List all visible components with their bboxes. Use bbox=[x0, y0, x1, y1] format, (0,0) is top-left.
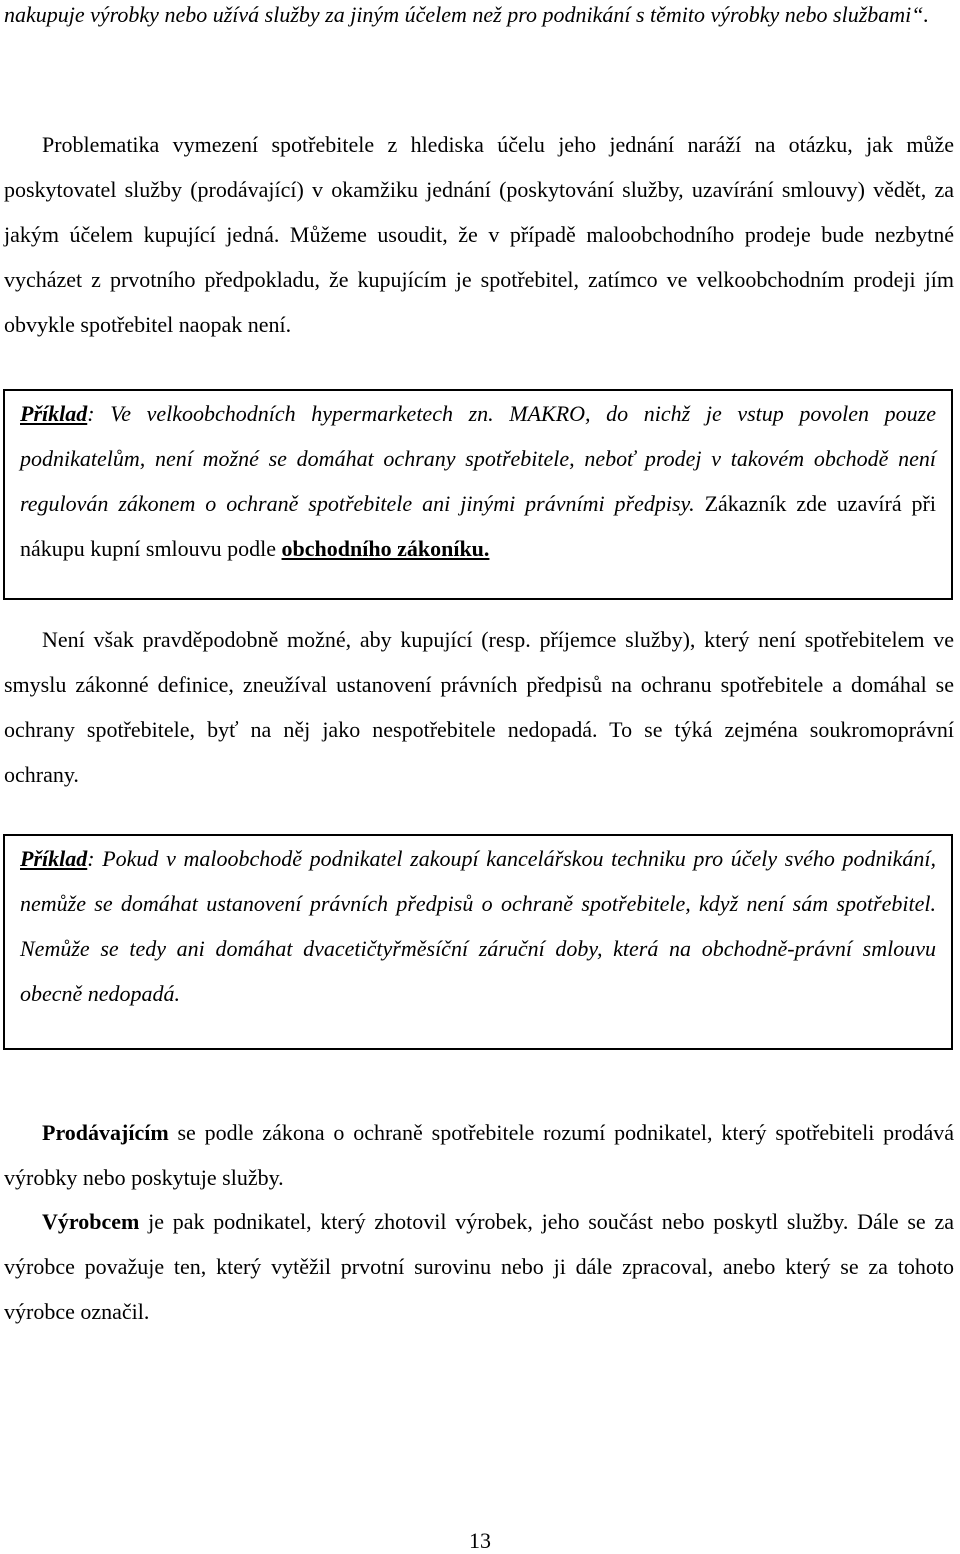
example-office-text bbox=[20, 836, 936, 1016]
example-label: Příklad bbox=[20, 401, 88, 426]
producer-definition-text: je pak podnikatel, který zhotovil výrobek, jeho součást nebo poskytl služby. Dále se za výrobce považuje ten, který vytěžil prvotní surovinu nebo ji dále zpracoval, anebo který se za tohoto výrobce označil. bbox=[4, 1209, 954, 1324]
example-label-sep: : bbox=[87, 401, 111, 426]
example-makro-emphasis: obchodního zákoníku. bbox=[281, 536, 490, 561]
example-makro-text bbox=[20, 391, 936, 571]
paragraph-seller-definition bbox=[4, 1110, 954, 1200]
example-makro-body-upright: Zákazník zde uzavírá při nákupu kupní smlouvu podle bbox=[20, 491, 936, 561]
example-makro-body: Ve velkoobchodních hypermarketech zn. MAKRO, do nichž je vstup povolen pouze podnikatelům, není možné se domáhat ochrany spotřebitele, neboť prodej v takovém obchodě není regulován zákonem o ochraně spotřebitele ani jinými právními předpisy. bbox=[20, 401, 936, 516]
paragraph-consumer-purpose bbox=[4, 122, 954, 347]
paragraph-producer-definition bbox=[4, 1199, 954, 1334]
term-seller: Prodávajícím bbox=[42, 1120, 169, 1145]
term-producer: Výrobcem bbox=[42, 1209, 140, 1234]
paragraph-abuse-protection: Není však pravděpodobně možné, aby kupující (resp. příjemce služby), který není spotřebitelem ve smyslu zákonné definice, zneužíval ustanovení právních předpisů na ochranu spotřebitele a domáhal se ochrany spotřebitele, byť na něj jako nespotřebitele nedopadá. To se týká zejména soukromoprávní ochrany. bbox=[4, 627, 954, 787]
page-number: 13 bbox=[469, 1528, 491, 1553]
paragraph-consumer-purpose-part1: Problematika vymezení spotřebitele z hlediska účelu jeho jednání naráží na otázku, jak může poskytovatel služby (prodávající) v okamžiku jednání (poskytování služby, uzavírání smlouvy) vědět, za jakým účelem kupující jedná. bbox=[4, 132, 954, 247]
example-box-makro bbox=[3, 389, 953, 600]
example-label-sep: : bbox=[87, 846, 103, 871]
seller-definition-text: se podle zákona o ochraně spotřebitele rozumí podnikatel, který spotřebiteli prodává výrobky nebo poskytuje služby. bbox=[4, 1120, 954, 1190]
example-box-office bbox=[3, 834, 953, 1050]
example-office-body: Pokud v maloobchodě podnikatel zakoupí kancelářskou techniku pro účely svého podnikání, nemůže se domáhat ustanovení právních předpisů o ochraně spotřebitele, když není sám spotřebitel. Nemůže se tedy ani domáhat dvacetičtyřměsíční záruční doby, která na obchodně-právní smlouvu obecně nedopadá. bbox=[20, 846, 936, 1006]
intro-continuation: nakupuje výrobky nebo užívá služby za jiným účelem než pro podnikání s těmito výrobky nebo službami“. bbox=[4, 2, 930, 27]
paragraph-consumer-purpose-part2: Můžeme usoudit, že v případě maloobchodního prodeje bude nezbytné vycházet z prvotního předpokladu, že kupujícím je spotřebitel, zatímco ve velkoobchodním prodeji jím obvykle spotřebitel naopak není. bbox=[4, 222, 954, 337]
example-label: Příklad bbox=[20, 846, 88, 871]
